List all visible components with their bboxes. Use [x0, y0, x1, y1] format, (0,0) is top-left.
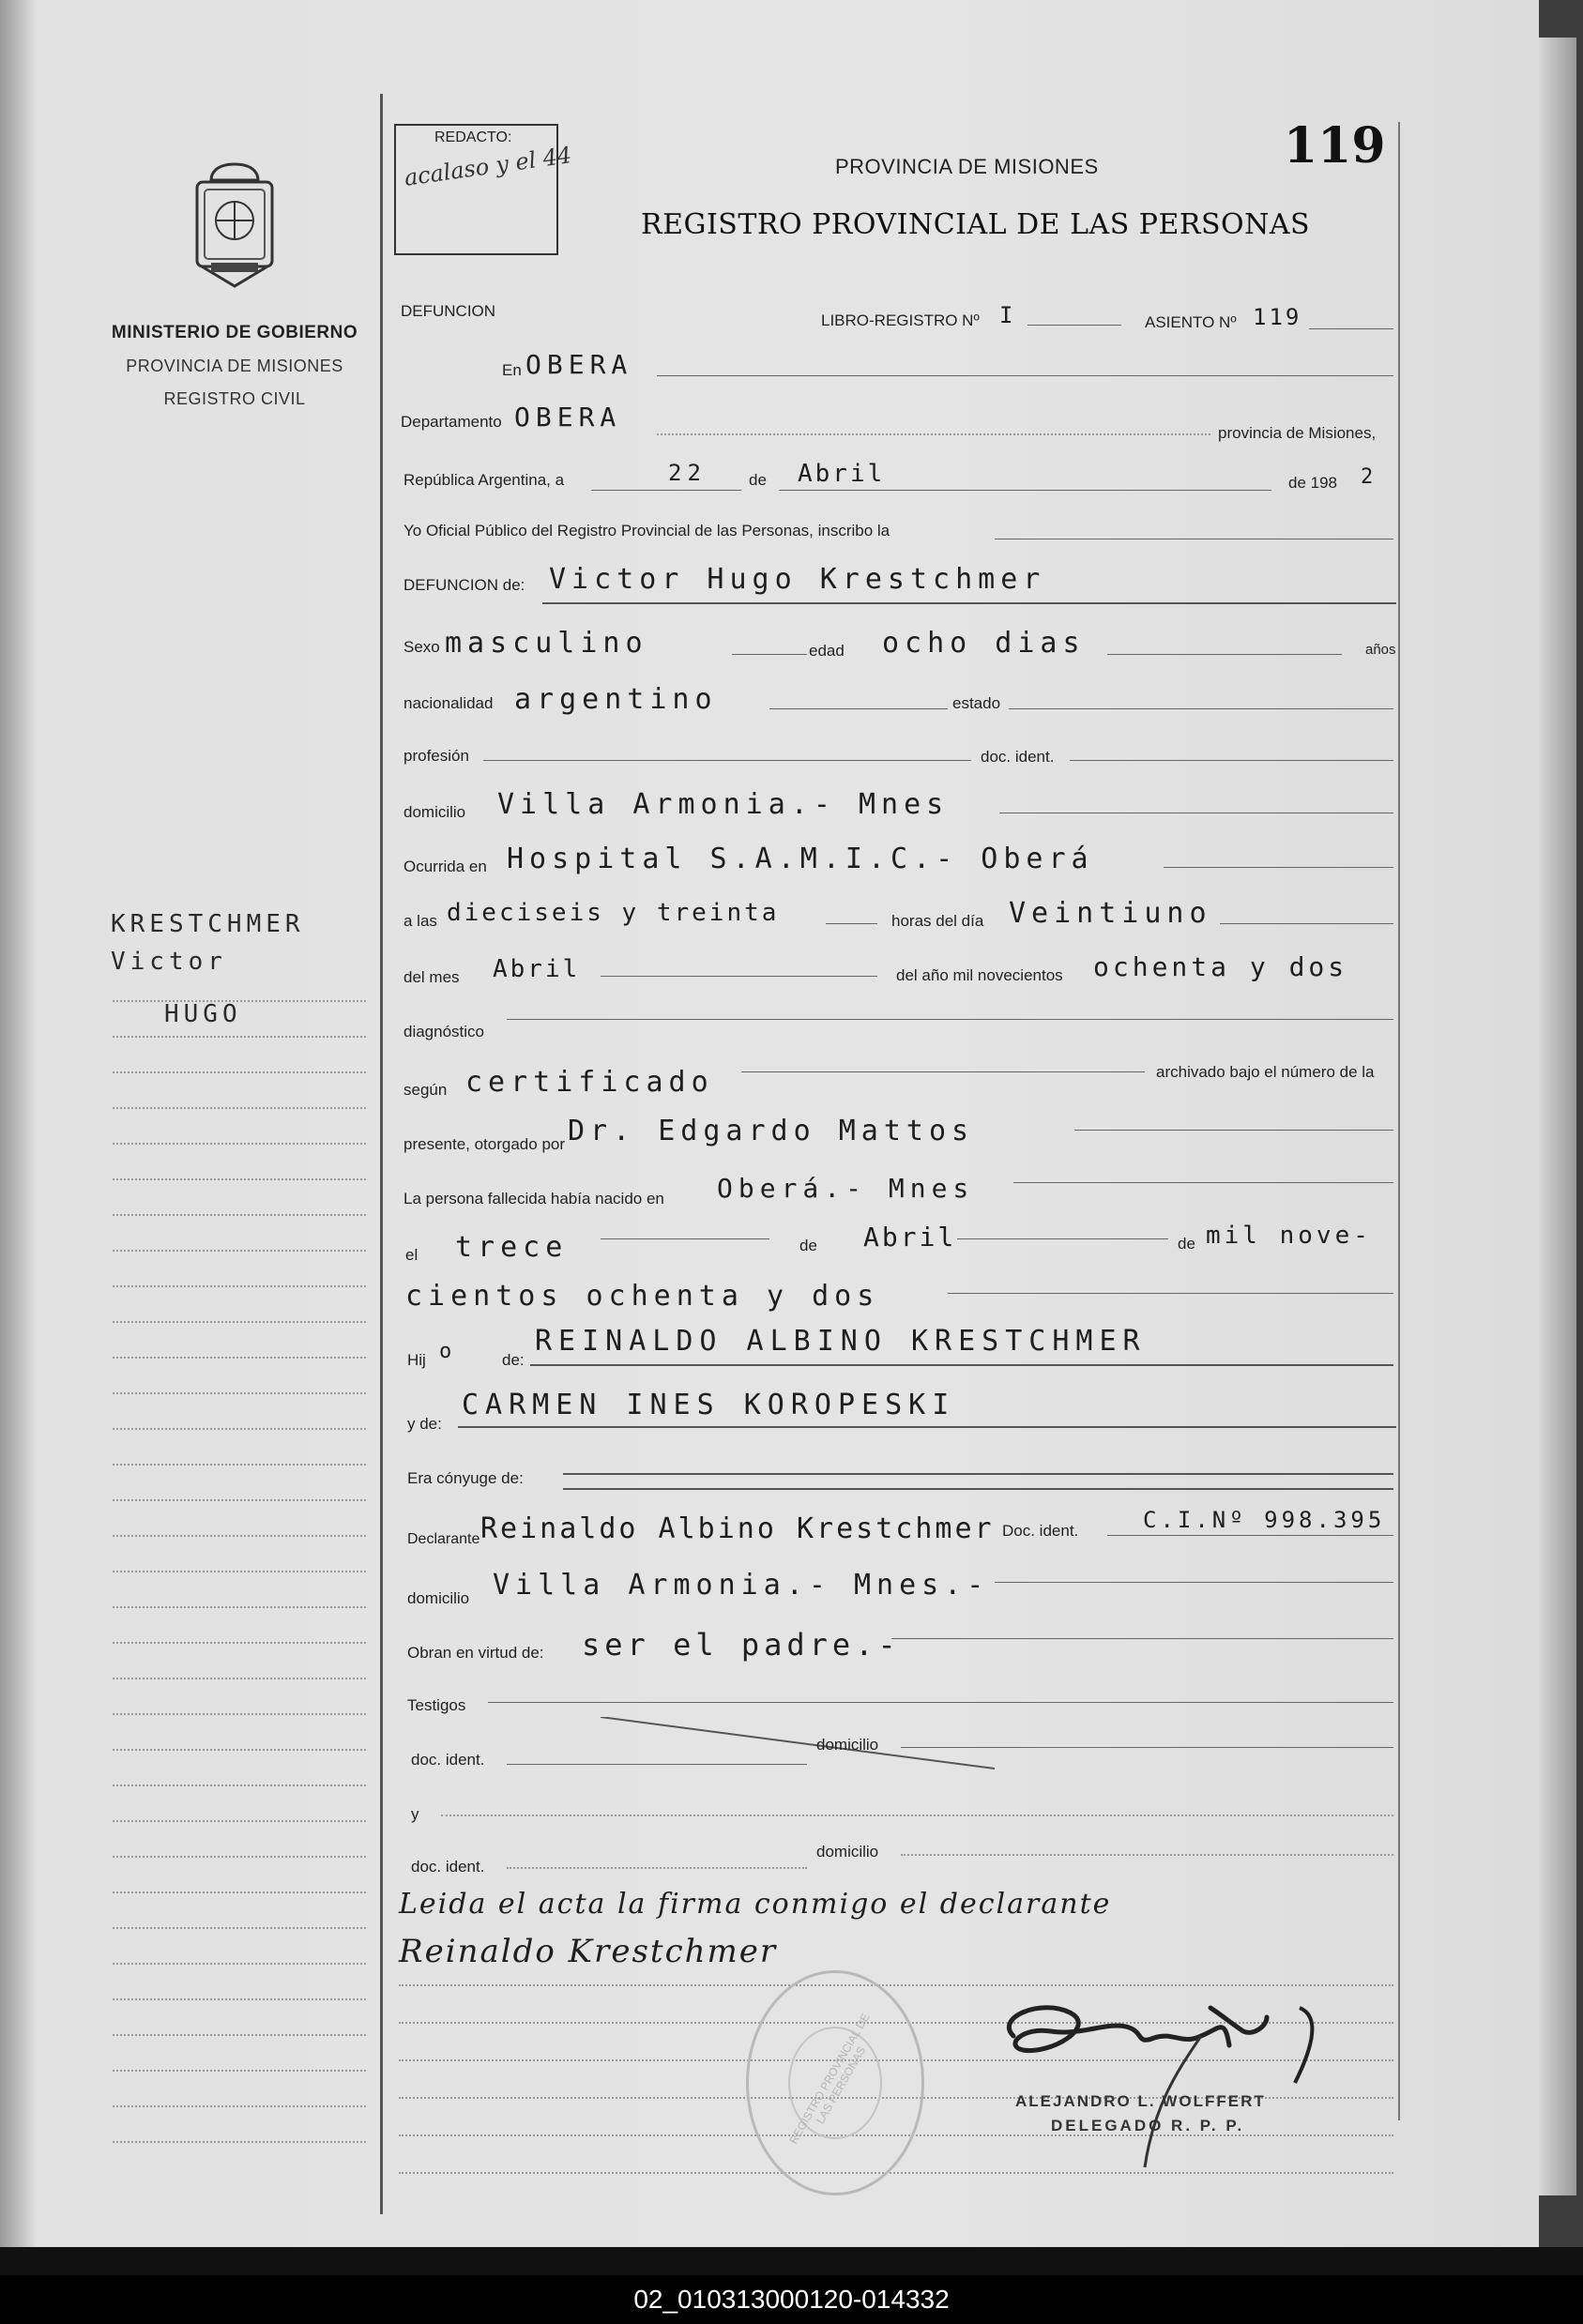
margin-second-name: HUGO: [164, 1000, 242, 1028]
edad-line: [1107, 654, 1342, 655]
libro-value: I: [999, 302, 1019, 328]
anio-mil-label: del año mil novecientos: [896, 966, 1063, 984]
testigo-doc-label: doc. ident.: [411, 1751, 485, 1769]
defuncion-value: Victor Hugo Krestchmer: [549, 563, 1046, 596]
conyuge-line-2: [563, 1488, 1393, 1490]
a-las-label: a las: [403, 912, 437, 930]
nacido-line: [1013, 1182, 1393, 1183]
horas-value: Veintiuno: [1009, 897, 1212, 930]
conyuge-line-1: [563, 1473, 1393, 1475]
page-shadow: [0, 0, 38, 2247]
el-mes-line: [957, 1238, 1168, 1239]
madre-value: CARMEN INES KOROPESKI: [462, 1389, 956, 1421]
hijo-label: Hij: [407, 1351, 426, 1369]
mes2-line: [601, 976, 877, 977]
conyuge-label: Era cónyuge de:: [407, 1469, 524, 1487]
official-role: DELEGADO R. P. P.: [1051, 2117, 1245, 2134]
departamento-label: Departamento: [401, 413, 502, 431]
testigo2-doc-line: [507, 1867, 807, 1869]
libro-line: [1027, 325, 1121, 326]
margin-surname: KRESTCHMER: [111, 910, 305, 938]
left-header: [84, 159, 385, 409]
segun-line: [741, 1071, 1145, 1072]
testigo-domicilio-label: domicilio: [816, 1736, 879, 1754]
en-value: OBERA: [525, 349, 633, 380]
mes-value: Abril: [798, 460, 886, 488]
testigo-doc-line: [507, 1764, 807, 1765]
el-line: [601, 1238, 769, 1239]
sexo-value: masculino: [445, 627, 648, 660]
dia-line: [591, 490, 741, 491]
margin-dotted-lines: [113, 966, 366, 2143]
de-label: de: [749, 471, 767, 489]
defuncion-line: [542, 602, 1396, 604]
testigo2-line: [441, 1815, 1393, 1816]
ministerio-label: MINISTERIO DE GOBIERNO: [111, 323, 358, 342]
declarante-label: Declarante: [407, 1531, 480, 1547]
libro-label: LIBRO-REGISTRO Nº: [821, 311, 980, 329]
segun-label: según: [403, 1081, 448, 1099]
defuncion-label: DEFUNCION de:: [403, 576, 525, 594]
obran-value: ser el padre.-: [582, 1627, 901, 1663]
sexo-label: Sexo: [403, 638, 440, 656]
image-id-footer: 02_010313000120-014332: [0, 2275, 1583, 2324]
redacto-label: REDACTO:: [434, 129, 512, 145]
testigos-label: Testigos: [407, 1696, 466, 1714]
ocurrida-value: Hospital S.A.M.I.C.- Oberá: [507, 843, 1094, 875]
anos-label: años: [1365, 642, 1396, 658]
closing-text: Leida el acta la firma conmigo el declarante: [399, 1888, 1112, 1921]
presente-value: Dr. Edgardo Mattos: [568, 1115, 975, 1147]
testigo2-domicilio-label: domicilio: [816, 1843, 879, 1861]
declarante-doc-line: [1107, 1535, 1393, 1536]
redacto-handwriting: acalaso y el 44: [403, 142, 573, 191]
official-name: ALEJANDRO L. WOLFFERT: [1015, 2092, 1266, 2110]
province-title: PROVINCIA DE MISIONES: [835, 155, 1099, 178]
mes-label: del mes: [403, 968, 460, 986]
domicilio2-value: Villa Armonia.- Mnes.-: [493, 1569, 990, 1602]
sexo-line: [732, 654, 807, 655]
domicilio2-label: domicilio: [407, 1589, 470, 1607]
testigos-cross-line: [601, 1717, 995, 1773]
padre-line: [530, 1364, 1393, 1366]
testigo2-domicilio-line: [901, 1854, 1393, 1856]
tipo-label: DEFUNCION: [401, 302, 496, 320]
anio-label: de 198: [1288, 474, 1337, 492]
registro-civil-label: REGISTRO CIVIL: [163, 389, 306, 408]
presente-line: [1074, 1130, 1393, 1131]
dia-value: 22: [668, 460, 707, 486]
nacionalidad-line: [769, 708, 948, 709]
domicilio-label: domicilio: [403, 803, 466, 821]
estado-label: estado: [952, 694, 1001, 712]
presente-label: presente, otorgado por: [403, 1135, 566, 1153]
edad-value: ocho dias: [882, 627, 1086, 660]
continua-line: [948, 1293, 1393, 1294]
declarant-signature: Reinaldo Krestchmer: [399, 1933, 778, 1970]
profesion-label: profesión: [403, 747, 469, 765]
provincial-emblem-icon: [183, 159, 286, 291]
hijo-de-label: de:: [502, 1351, 525, 1369]
padre-value: REINALDO ALBINO KRESTCHMER: [535, 1325, 1147, 1358]
el-de-label: de: [799, 1237, 817, 1254]
nacido-label: La persona fallecida había nacido en: [403, 1190, 664, 1208]
horas-label: horas del día: [891, 912, 984, 930]
official-signature-icon: [985, 1980, 1389, 2186]
testigos-line: [488, 1702, 1393, 1703]
mes2-value: Abril: [493, 955, 581, 983]
obran-line: [891, 1638, 1393, 1639]
hijo-suffix: o: [439, 1340, 452, 1363]
form-right-border: [1398, 122, 1400, 2120]
y-de-label: y de:: [407, 1415, 442, 1433]
de-mil-label: de: [1178, 1235, 1195, 1253]
bottom-strip: [0, 2247, 1583, 2275]
provincia-suffix: provincia de Misiones,: [1218, 424, 1377, 442]
stamp-text: REGISTRO PROVINCIAL DE LAS PERSONAS: [786, 2011, 873, 2147]
domicilio-value: Villa Armonia.- Mnes: [497, 788, 950, 821]
horas-line: [1220, 923, 1393, 924]
el-mes-value: Abril: [863, 1222, 957, 1253]
oficial-text: Yo Oficial Público del Registro Provincial de las Personas, inscribo la: [403, 522, 890, 539]
y-label: y: [411, 1805, 419, 1823]
departamento-line: [657, 433, 1210, 435]
asiento-line: [1309, 328, 1393, 329]
nacido-value: Oberá.- Mnes: [717, 1173, 975, 1204]
el-value: trece: [455, 1231, 569, 1264]
form-left-border: [380, 94, 383, 2214]
archivado-label: archivado bajo el número de la: [1156, 1063, 1375, 1081]
de-mil-value: mil nove-: [1206, 1222, 1372, 1250]
provincia-label: PROVINCIA DE MISIONES: [126, 357, 343, 375]
continua-value: cientos ochenta y dos: [405, 1280, 880, 1313]
anio-mil-value: ochenta y dos: [1093, 951, 1348, 982]
mes-line: [779, 490, 1271, 491]
a-las-value: dieciseis y treinta: [447, 899, 780, 927]
diagnostico-line: [507, 1019, 1393, 1020]
ocurrida-label: Ocurrida en: [403, 858, 487, 875]
en-line: [657, 375, 1393, 376]
asiento-value: 119: [1253, 304, 1302, 330]
testigo-domicilio-line: [901, 1747, 1393, 1748]
madre-line: [458, 1426, 1396, 1428]
nacionalidad-label: nacionalidad: [403, 694, 494, 712]
profesion-line: [483, 760, 971, 761]
page-number: 119: [1284, 117, 1386, 175]
el-label: el: [405, 1246, 419, 1264]
a-las-line: [826, 923, 877, 924]
nacionalidad-value: argentino: [514, 683, 718, 716]
departamento-value: OBERA: [514, 402, 622, 433]
asiento-label: ASIENTO Nº: [1145, 313, 1237, 331]
declarante-value: Reinaldo Albino Krestchmer: [480, 1512, 995, 1545]
margin-first-name: Victor: [111, 948, 227, 976]
doc-ident-label: doc. ident.: [981, 748, 1055, 766]
declarante-doc-value: C.I.Nº 998.395: [1143, 1507, 1386, 1533]
testigo2-doc-label: doc. ident.: [411, 1858, 485, 1876]
ocurrida-line: [1164, 867, 1393, 868]
anio-value: 2: [1361, 465, 1374, 489]
republica-label: República Argentina, a: [403, 471, 565, 489]
segun-value: certificado: [465, 1066, 714, 1099]
doc-ident-line: [1070, 760, 1393, 761]
estado-line: [1009, 708, 1393, 709]
edad-label: edad: [809, 642, 845, 660]
declarante-doc-label: Doc. ident.: [1002, 1522, 1079, 1540]
diagnostico-label: diagnóstico: [403, 1023, 485, 1040]
obran-label: Obran en virtud de:: [407, 1644, 544, 1662]
registry-title: REGISTRO PROVINCIAL DE LAS PERSONAS: [641, 208, 1311, 241]
domicilio2-line: [995, 1582, 1393, 1583]
en-label: En: [502, 361, 522, 379]
